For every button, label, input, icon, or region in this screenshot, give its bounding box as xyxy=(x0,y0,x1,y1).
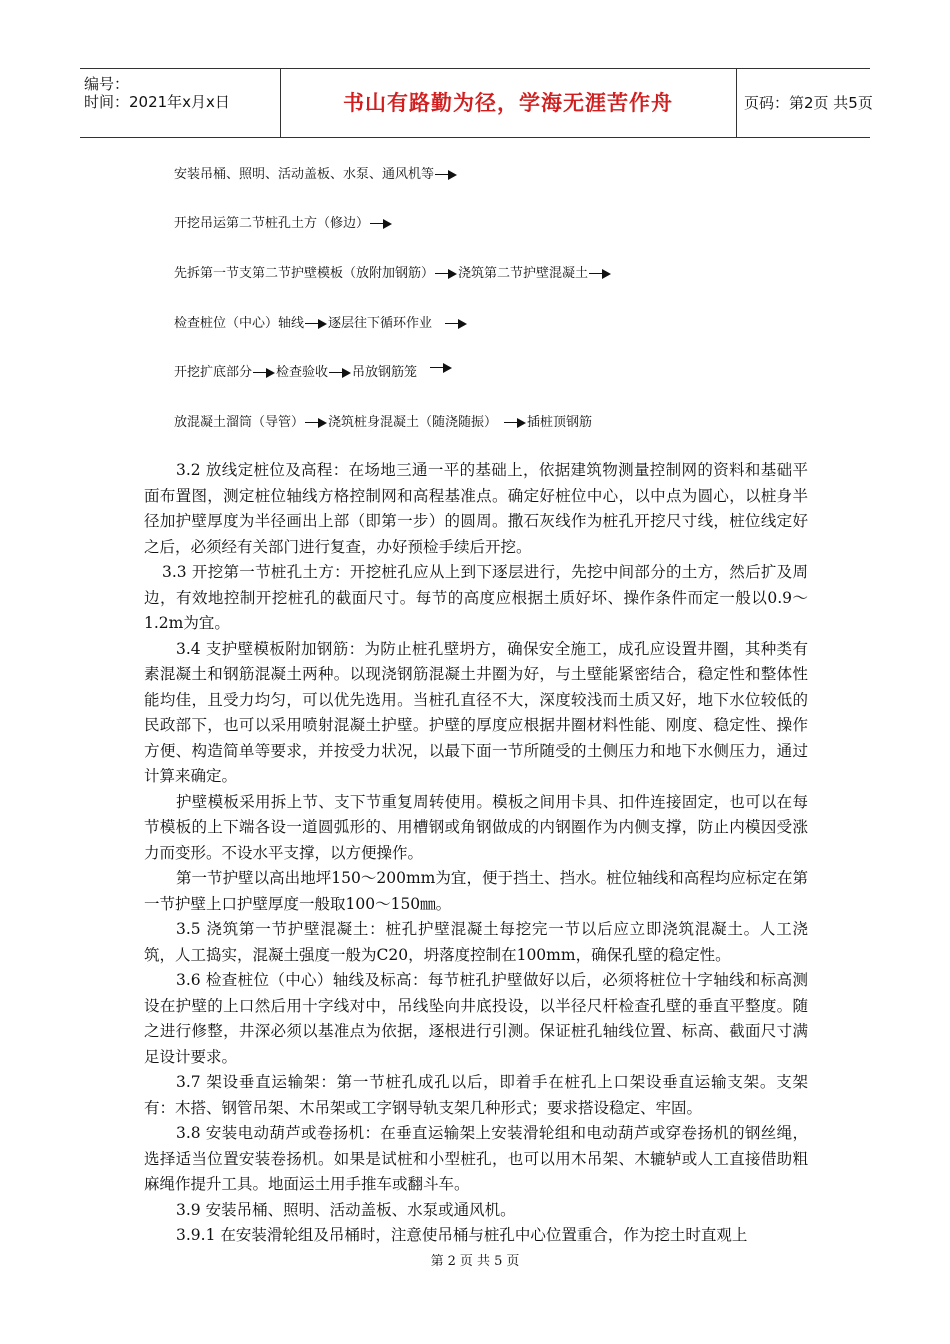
arrow-right-icon xyxy=(253,368,275,378)
flow-text: 逐层往下循环作业 xyxy=(328,316,433,331)
arrow-right-icon xyxy=(305,418,327,428)
paragraph: 护壁模板采用拆上节、支下节重复周转使用。模板之间用卡具、扣件连接固定，也可以在每节模板的上下端各设一道圆弧形的、用槽钢或角钢做成的内钢圈作为内侧支撑，防止内模因受涨力而变形。不设水平支撑，以方便操作。 xyxy=(144,792,808,862)
flow-text: 检查桩位（中心）轴线 xyxy=(174,316,305,331)
number-label: 编号： xyxy=(84,75,130,93)
footer-page-number: 2 xyxy=(447,1254,456,1269)
flow-text: 先拆第一节支第二节护壁模板（放附加钢筋） xyxy=(174,266,435,281)
flow-text: 放混凝土溜筒（导管） xyxy=(174,415,305,430)
flow-step-3 xyxy=(174,262,612,281)
footer-suffix: 页 xyxy=(506,1254,520,1269)
header-meta xyxy=(80,69,281,137)
arrow-right-icon xyxy=(445,319,467,329)
arrow-right-icon xyxy=(370,219,392,229)
paragraph: 3.8 安装电动葫芦或卷扬机：在垂直运输架上安装滑轮组和电动葫芦或穿卷扬机的钢丝绳，选择适当位置安装卷扬机。如果是试桩和小型桩孔，也可以用木吊架、木辘轳或人工直接借助粗麻绳作提升工具。地面运土用手推车或翻斗车。 xyxy=(144,1124,808,1193)
paragraph: 3.5 浇筑第一节护壁混凝土：桩孔护壁混凝土每挖完一节以后应立即浇筑混凝土。人工浇筑，人工捣实，混凝土强度一般为C20，坍落度控制在100mm，确保孔壁的稳定性。 xyxy=(144,920,808,964)
paragraph: 第一节护壁以高出地坪150～200mm为宜，便于挡土、挡水。桩位轴线和高程均应标定在第一节护壁上口护壁厚度一般取100～150㎜。 xyxy=(144,869,808,913)
header-page-label: 页码：第2页 共5页 xyxy=(744,94,873,112)
paragraph: 3.2 放线定桩位及高程：在场地三通一平的基础上，依据建筑物测量控制网的资料和基础平面布置图，测定桩位轴线方格控制网和高程基准点。确定好桩位中心，以中点为圆心，以桩身半径加护壁厚度为半径画出上部（即第一步）的圆周。撒石灰线作为桩孔开挖尺寸线，桩位线定好之后，必须经有关部门进行复查，办好预检手续后开挖。 xyxy=(144,461,808,556)
page-footer xyxy=(0,1250,950,1269)
flow-text: 插桩顶钢筋 xyxy=(527,415,593,430)
paragraph: 3.7 架设垂直运输架：第一节桩孔成孔以后，即着手在桩孔上口架设垂直运输支架。支架有：木搭、钢管吊架、木吊架或工字钢导轨支架几种形式；要求搭设稳定、牢固。 xyxy=(144,1073,808,1117)
page-header xyxy=(80,68,873,138)
paragraph: 3.9 安装吊桶、照明、活动盖板、水泵或通风机。 xyxy=(176,1200,516,1219)
arrow-right-icon xyxy=(504,418,526,428)
header-motto: 书山有路勤为径，学海无涯苦作舟 xyxy=(280,69,737,137)
flow-step-6 xyxy=(174,411,592,430)
time-label: 时间：2021年x月x日 xyxy=(84,93,230,111)
arrow-right-icon xyxy=(589,269,611,279)
flow-step-1 xyxy=(174,163,458,182)
footer-prefix: 第 xyxy=(430,1254,444,1269)
flow-step-2 xyxy=(174,212,393,231)
arrow-right-icon xyxy=(430,363,452,373)
body-text xyxy=(144,458,808,1249)
flow-text: 检查验收 xyxy=(276,365,329,380)
flow-text: 开挖扩底部分 xyxy=(174,365,253,380)
paragraph: 3.6 检查桩位（中心）轴线及标高：每节桩孔护壁做好以后，必须将桩位十字轴线和标高测设在护壁的上口然后用十字线对中，吊线坠向井底投设，以半径尺杆检查孔壁的垂直平整度。随之进行修整，井深必须以基准点为依据，逐根进行引测。保证桩孔轴线位置、标高、截面尺寸满足设计要求。 xyxy=(144,971,808,1066)
footer-page-total: 5 xyxy=(494,1254,503,1269)
arrow-right-icon xyxy=(435,269,457,279)
flow-text: 吊放钢筋笼 xyxy=(352,365,418,380)
arrow-right-icon xyxy=(435,170,457,180)
paragraph: 3.4 支护壁模板附加钢筋：为防止桩孔壁坍方，确保安全施工，成孔应设置井圈，其种类有素混凝土和钢筋混凝土两种。以现浇钢筋混凝土井圈为好，与土壁能紧密结合，稳定性和整体性能均佳，且受力均匀，可以优先选用。当桩孔直径不大，深度较浅而土质又好，地下水位较低的民政部下，也可以采用喷射混凝土护壁。护壁的厚度应根据井圈材料性能、刚度、稳定性、操作方便、构造简单等要求，并按受力状况，以最下面一节所随受的土侧压力和地下水侧压力，通过计算来确定。 xyxy=(144,639,808,785)
flow-text: 浇筑桩身混凝土（随浇随振） xyxy=(328,415,498,430)
arrow-right-icon xyxy=(305,319,327,329)
footer-mid: 页 共 xyxy=(459,1254,491,1269)
flow-step-5 xyxy=(174,361,453,380)
arrow-right-icon xyxy=(329,368,351,378)
flow-text: 开挖吊运第二节桩孔土方（修边） xyxy=(174,216,370,231)
flow-step-4 xyxy=(174,312,468,331)
paragraph: 3.3 开挖第一节桩孔土方：开挖桩孔应从上到下逐层进行，先挖中间部分的土方，然后扩及周边，有效地控制开挖桩孔的截面尺寸。每节的高度应根据土质好坏、操作条件而定一般以0.9～1.2m为宜。 xyxy=(144,563,808,632)
paragraph: 3.9.1 在安装滑轮组及吊桶时，注意使吊桶与桩孔中心位置重合，作为挖土时直观上 xyxy=(176,1226,748,1244)
flow-text: 安装吊桶、照明、活动盖板、水泵、通风机等 xyxy=(174,167,435,182)
flow-text: 浇筑第二节护壁混凝土 xyxy=(458,266,589,281)
